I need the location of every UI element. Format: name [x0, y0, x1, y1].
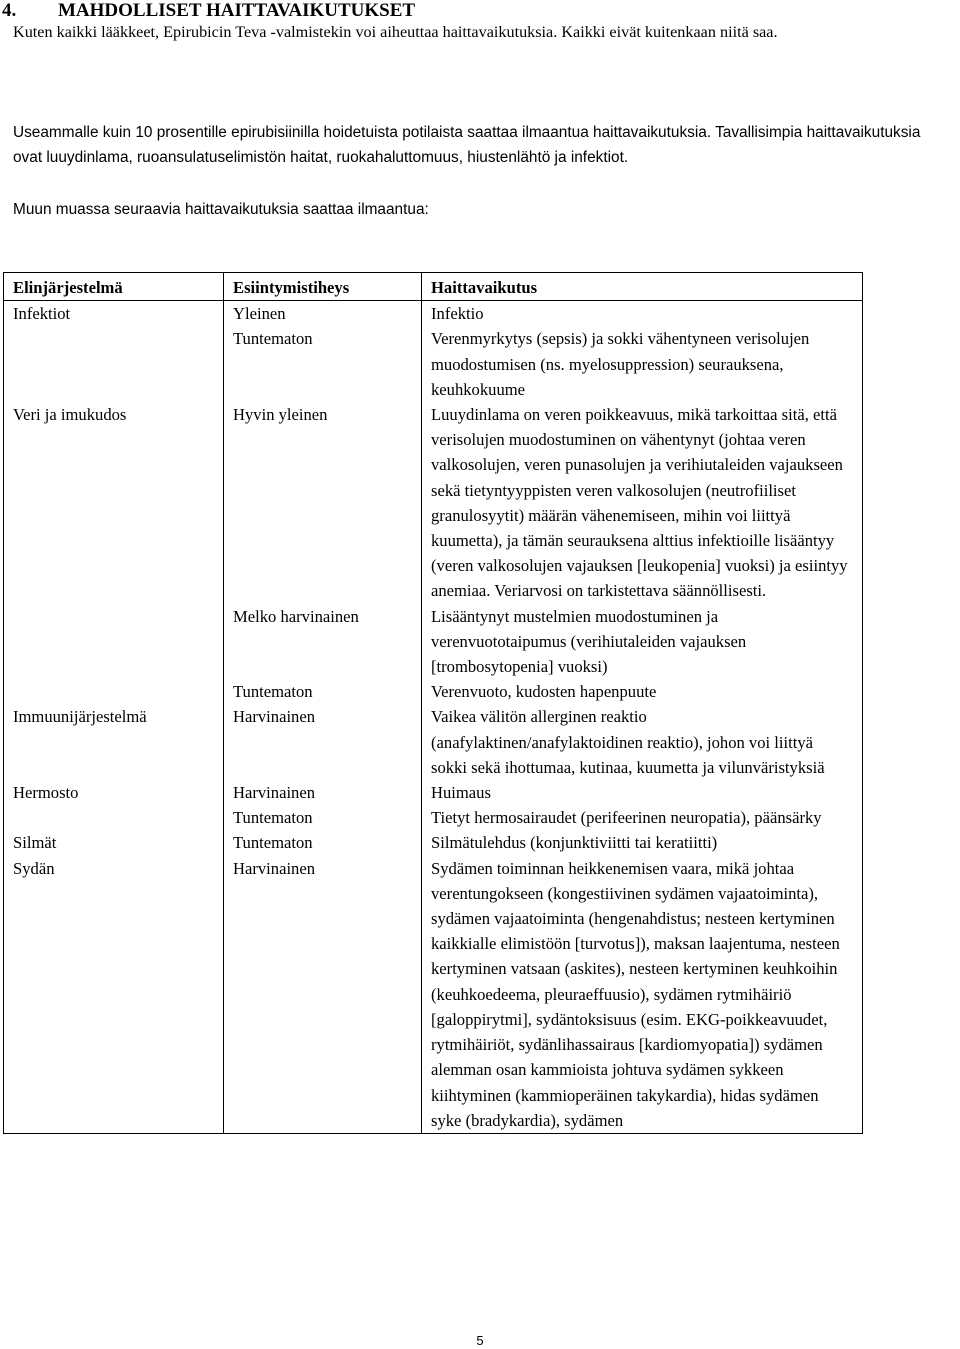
adverse-effect-cell: Tietyt hermosairaudet (perifeerinen neuropatia), päänsärky [422, 805, 863, 830]
organ-system-cell: Veri ja imukudos [4, 402, 224, 604]
organ-system-cell: Silmät [4, 830, 224, 855]
section-heading [0, 0, 940, 22]
frequency-cell: Harvinainen [224, 704, 422, 780]
header-adverse-effect: Haittavaikutus [422, 273, 863, 301]
adverse-effect-cell: Verenvuoto, kudosten hapenpuute [422, 679, 863, 704]
frequency-cell: Hyvin yleinen [224, 402, 422, 604]
adverse-effects-table [3, 272, 863, 1134]
adverse-effect-cell: Lisääntynyt mustelmien muodostuminen ja verenvuototaipumus (verihiutaleiden vajauksen [trombosytopenia] vuoksi) [422, 604, 863, 680]
organ-system-cell: Immuunijärjestelmä [4, 704, 224, 780]
frequency-cell: Tuntematon [224, 805, 422, 830]
header-organ-system: Elinjärjestelmä [4, 273, 224, 301]
table-row [4, 604, 863, 680]
adverse-effect-cell: Vaikea välitön allerginen reaktio (anafylaktinen/anafylaktoidinen reaktio), johon voi liittyä sokki sekä ihottumaa, kutinaa, kuumetta ja vilunväristyksiä [422, 704, 863, 780]
organ-system-cell [4, 805, 224, 830]
table-row [4, 704, 863, 780]
page-number: 5 [476, 1333, 484, 1348]
table-row [4, 856, 863, 1134]
organ-system-cell: Hermosto [4, 780, 224, 805]
table-header-row [4, 273, 863, 301]
organ-system-cell [4, 604, 224, 680]
table-row [4, 301, 863, 327]
organ-system-cell: Sydän [4, 856, 224, 1134]
organ-system-cell [4, 326, 224, 402]
frequency-cell: Tuntematon [224, 679, 422, 704]
frequency-cell: Harvinainen [224, 780, 422, 805]
frequency-cell: Harvinainen [224, 856, 422, 1134]
frequency-cell: Yleinen [224, 301, 422, 327]
adverse-effect-cell: Infektio [422, 301, 863, 327]
frequency-cell: Tuntematon [224, 326, 422, 402]
frequency-cell: Tuntematon [224, 830, 422, 855]
organ-system-cell: Infektiot [4, 301, 224, 327]
organ-system-cell [4, 679, 224, 704]
table-row [4, 679, 863, 704]
table-row [4, 805, 863, 830]
frequency-cell: Melko harvinainen [224, 604, 422, 680]
adverse-effect-cell: Silmätulehdus (konjunktiviitti tai keratiitti) [422, 830, 863, 855]
table-row [4, 830, 863, 855]
following-effects-paragraph: Muun muassa seuraavia haittavaikutuksia saattaa ilmaantua: [13, 201, 429, 218]
common-effects-paragraph: Useammalle kuin 10 prosentille epirubisiinilla hoidetuista potilaista saattaa ilmaantua haittavaikutuksia. Tavallisimpia haittavaikutuksia ovat luuydinlama, ruoansulatuselimistön haitat, ruokahaluttomuus, hiustenlähtö ja infektiot. [13, 124, 921, 166]
adverse-effect-cell: Verenmyrkytys (sepsis) ja sokki vähentyneen verisolujen muodostumisen (ns. myelosuppression) seurauksena, keuhkokuume [422, 326, 863, 402]
header-frequency: Esiintymistiheys [224, 273, 422, 301]
adverse-effect-cell: Luuydinlama on veren poikkeavuus, mikä tarkoittaa sitä, että verisolujen muodostuminen on vähentynyt (johtaa veren valkosolujen, veren punasolujen ja verihiutaleiden vajaukseen sekä tietyntyyppisten veren valkosolujen (neutrofiiliset granulosyytit) määrän vähenemiseen, mihin voi liittyä kuumetta), ja tämän seurauksena alttius infektioille lisääntyy (veren valkosolujen vajauksen [leukopenia] vuoksi) ja esiintyy anemiaa. Veriarvosi on tarkistettava säännöllisesti. [422, 402, 863, 604]
adverse-effect-cell: Sydämen toiminnan heikkenemisen vaara, mikä johtaa verentungokseen (kongestiivinen sydämen vajaatoiminta), sydämen vajaatoiminta (hengenahdistus; nesteen kertyminen kaikkialle elimistöön [turvotus]), maksan laajentuma, nesteen kertyminen vatsaan (askites), nesteen kertyminen keuhkoihin (keuhkoedeema, pleuraeffuusio), sydämen rytmihäiriö [galoppirytmi], sydäntoksisuus (esim. EKG-poikkeavuudet, rytmihäiriöt, sydänlihassairaus [kardiomyopatia]) sydämen alemman osan kammioista johtuva sydämen sykkeen kiihtyminen (kammioperäinen takykardia), hidas sydämen syke (bradykardia), sydämen [422, 856, 863, 1134]
section-number: 4. [2, 0, 17, 21]
table-row [4, 326, 863, 402]
section-title: MAHDOLLISET HAITTAVAIKUTUKSET [58, 0, 416, 21]
table-row [4, 780, 863, 805]
table-row [4, 402, 863, 604]
intro-paragraph: Kuten kaikki lääkkeet, Epirubicin Teva -valmistekin voi aiheuttaa haittavaikutuksia. Kaikki eivät kuitenkaan niitä saa. [13, 23, 778, 41]
adverse-effect-cell: Huimaus [422, 780, 863, 805]
